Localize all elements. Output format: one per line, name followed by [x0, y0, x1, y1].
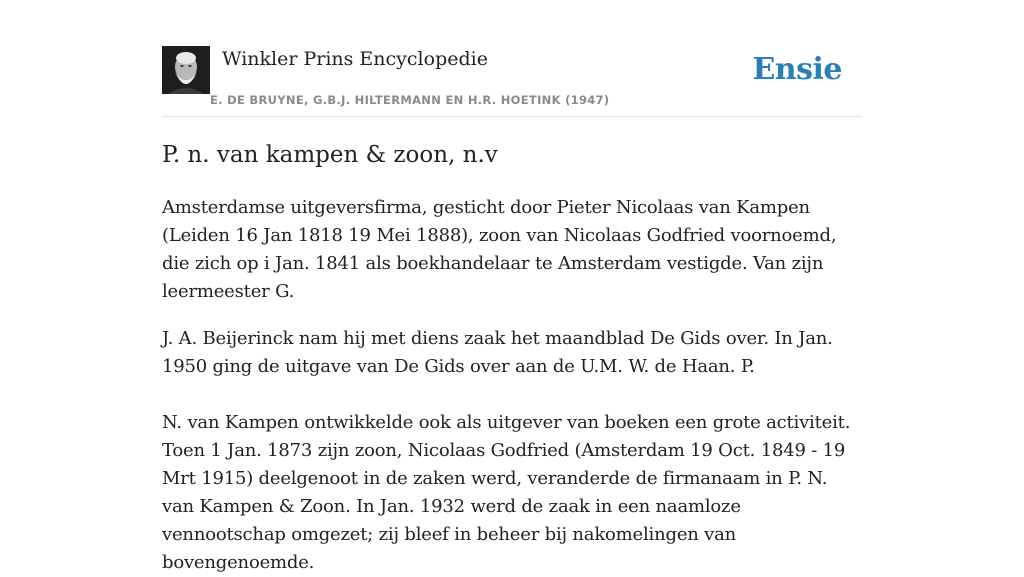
ensie-logo[interactable]: Ensie: [752, 52, 842, 87]
site-title[interactable]: Winkler Prins Encyclopedie: [222, 48, 488, 70]
author-avatar[interactable]: [162, 46, 210, 94]
article: [162, 140, 862, 577]
article-paragraph: J. A. Beijerinck nam hij met diens zaak het maandblad De Gids over. In Jan. 1950 ging de uitgave van De Gids over aan de U.M. W. de Haan. P.: [162, 328, 833, 377]
author-portrait-icon: [162, 46, 210, 94]
site-authors: E. DE BRUYNE, G.B.J. HILTERMANN EN H.R. HOETINK (1947): [210, 93, 610, 107]
article-paragraph: N. van Kampen ontwikkelde ook als uitgever van boeken een grote activiteit. Toen 1 Jan. 1873 zijn zoon, Nicolaas Godfried (Amsterdam 19 Oct. 1849 - 19 Mrt 1915) deelgenoot in de zaken werd, veranderde de firmanaam in P. N. van Kampen & Zoon. In Jan. 1932 werd de zaak in een naamloze vennootschap omgezet; zij bleef in beheer bij nakomelingen van bovengenoemde.: [162, 412, 851, 573]
page-title: P. n. van kampen & zoon, n.v: [162, 142, 498, 168]
article-paragraph: Amsterdamse uitgeversfirma, gesticht door Pieter Nicolaas van Kampen (Leiden 16 Jan 1818 19 Mei 1888), zoon van Nicolaas Godfried voornoemd, die zich op i Jan. 1841 als boekhandelaar te Amsterdam vestigde. Van zijn leermeester G.: [162, 197, 837, 302]
header: [162, 46, 862, 117]
